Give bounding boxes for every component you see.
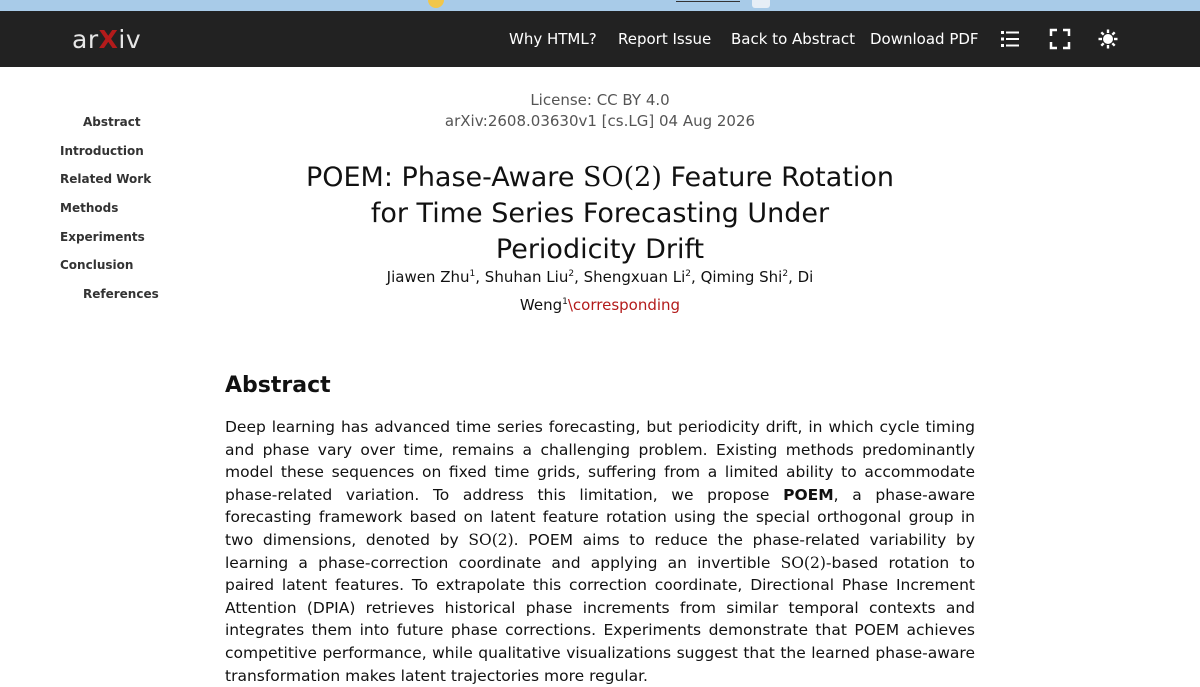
author-affiliation: 2 [782,269,789,279]
arxiv-id-text: arXiv:2608.03630v1 [cs.LG] 04 Aug 2026 [444,112,756,130]
why-html-link[interactable]: Why HTML? [509,30,597,48]
author-affiliation: 1 [469,269,476,279]
toc-item-related-work[interactable]: Related Work [60,172,152,186]
corresponding-marker: \corresponding [567,296,681,314]
emoji-icon [428,0,444,8]
title-part-1: POEM: Phase-Aware [305,162,584,193]
author-name: Jiawen Zhu [386,268,470,286]
banner-close-icon [752,0,770,8]
top-navbar [0,11,1200,67]
report-issue-link[interactable]: Report Issue [618,30,712,48]
title-part-2: Feature Rotation for Time Series Forecasting Under Periodicity Drift [370,162,895,265]
abstract-heading: Abstract [225,373,331,398]
list-icon[interactable] [999,28,1021,50]
abstract-part-3: . POEM aims to reduce the phase-related variability by learning a phase-correction coordinate and applying an invertible [225,530,976,572]
author-name: Di Weng [519,268,814,314]
theme-toggle-icon[interactable] [1097,28,1119,50]
arxiv-logo[interactable]: arXiv [72,25,142,54]
title-math: SO(2) [583,162,662,193]
abstract-math-1: SO(2) [468,530,514,549]
abstract-part-1: Deep learning has advanced time series forecasting, but periodicity drift, in which cycle timing and phase vary over time, remains a challenging problem. Existing methods predominantly model these sequences on fixed time grids, suffering from a limited ability to accommodate phase-related variation. To address this limitation, we propose [225,418,975,504]
abstract-text [225,416,975,687]
abstract-math-2: SO(2) [780,553,826,572]
download-pdf-link[interactable]: Download PDF [870,30,979,48]
author-affiliation: 2 [568,269,575,279]
author-name: Shengxuan Li [583,268,686,286]
back-to-abstract-link[interactable]: Back to Abstract [731,30,855,48]
abstract-part-2: , a phase-aware forecasting framework based on latent feature rotation using the special orthogonal group in two dimensions, denoted by [225,485,975,549]
toc-item-methods[interactable]: Methods [60,201,119,215]
paper-title [300,160,900,268]
toc-item-abstract[interactable]: Abstract [83,115,141,129]
toc-item-experiments[interactable]: Experiments [60,230,145,244]
author-affiliation: 1 [562,297,568,307]
toc-item-references[interactable]: References [83,287,159,301]
author-list: Jiawen Zhu$^1$, Shuhan Liu$^2$, Shengxuan Li$^2$, Qiming Shi$^2$, Di Weng$^1$\corresponding [386,268,814,314]
fullscreen-icon[interactable] [1049,28,1071,50]
toc-item-introduction[interactable]: Introduction [60,144,144,158]
license-text: License: CC BY 4.0 [530,91,670,109]
banner-link-underline [676,0,740,2]
author-name: Qiming Shi [700,268,783,286]
browser-top-strip [0,0,1200,11]
author-affiliation: 2 [685,269,692,279]
toc-item-conclusion[interactable]: Conclusion [60,258,134,272]
abstract-part-4: -based rotation to paired latent features. To extrapolate this correction coordinate, Directional Phase Increment Attention (DPIA) retrieves historical phase increments from similar temporal contexts and integrates them into future phase corrections. Experiments demonstrate that POEM achieves competitive performance, while qualitative visualizations suggest that the learned phase-aware transformation makes latent trajectories more regular. [225,553,976,685]
author-name: Shuhan Liu [484,268,569,286]
abstract-bold-poem: POEM [783,485,834,504]
